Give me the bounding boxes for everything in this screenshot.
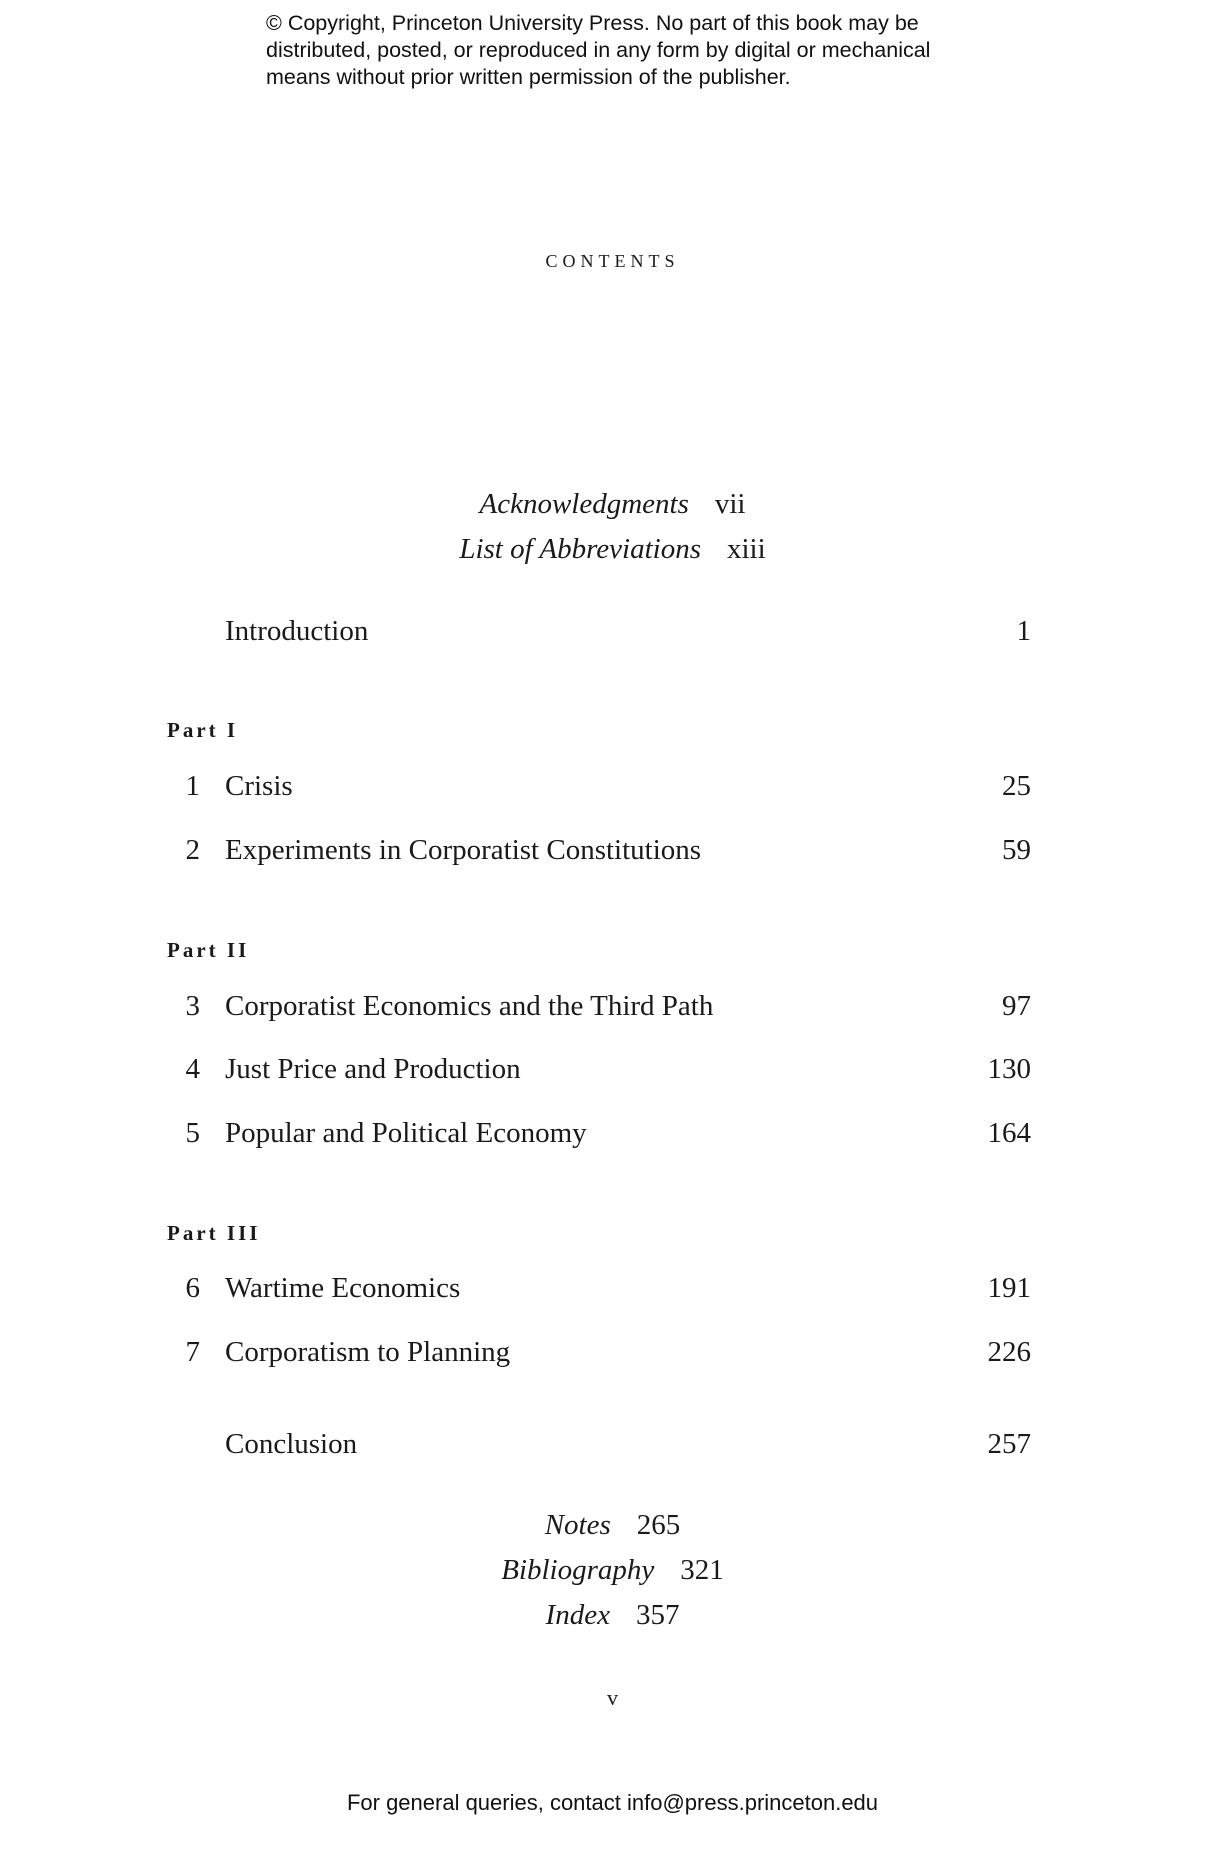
toc-entry-title: Popular and Political Economy	[225, 1117, 587, 1149]
toc-page-number: 191	[987, 1272, 1031, 1304]
toc-chapter-entry	[0, 1053, 1225, 1093]
toc-page-number: 226	[987, 1336, 1031, 1368]
toc-chapter-entry	[0, 990, 1225, 1030]
toc-chapter-entry	[0, 834, 1225, 874]
toc-entry-title: Corporatist Economics and the Third Path	[225, 990, 714, 1022]
copyright-notice	[266, 10, 1026, 91]
toc-entry-title: List of Abbreviations	[459, 533, 701, 565]
toc-back-matter-item	[0, 1599, 1225, 1632]
toc-entry-title: Bibliography	[501, 1554, 655, 1586]
toc-page-number: 164	[987, 1117, 1031, 1149]
toc-page-number: 97	[1002, 990, 1031, 1022]
toc-page-number: 1	[1016, 615, 1031, 647]
toc-entry-title: Experiments in Corporatist Constitutions	[225, 834, 702, 866]
copyright-line: © Copyright, Princeton University Press. No part of this book may be	[266, 11, 919, 35]
toc-entry-introduction	[0, 615, 1225, 655]
toc-part-heading: Part III	[167, 1221, 261, 1245]
toc-entry-title: Corporatism to Planning	[225, 1336, 511, 1368]
toc-back-matter-item	[0, 1509, 1225, 1542]
page-title: contents	[545, 246, 680, 273]
toc-chapter-entry	[0, 1272, 1225, 1312]
toc-entry-title: Introduction	[225, 615, 369, 647]
toc-chapter-entry	[0, 1117, 1225, 1157]
toc-entry-title: Index	[545, 1599, 610, 1631]
toc-chapter-number: 6	[185, 1272, 200, 1304]
toc-chapter-number: 4	[185, 1053, 200, 1085]
toc-chapter-number: 7	[185, 1336, 200, 1368]
toc-front-matter-item	[0, 488, 1225, 521]
toc-entry-title: Conclusion	[225, 1428, 358, 1460]
toc-entry-title: Acknowledgments	[479, 488, 689, 520]
toc-chapter-entry	[0, 1336, 1225, 1376]
toc-page-number: xiii	[727, 533, 766, 565]
toc-back-matter-item	[0, 1554, 1225, 1587]
toc-page-number: 257	[987, 1428, 1031, 1460]
copyright-line: means without prior written permission of the publisher.	[266, 65, 791, 89]
toc-chapter-number: 5	[185, 1117, 200, 1149]
toc-front-matter-item	[0, 533, 1225, 566]
toc-part-heading: Part II	[167, 938, 250, 962]
toc-chapter-number: 1	[185, 770, 200, 802]
toc-entry-conclusion	[0, 1428, 1225, 1468]
toc-page-number: 265	[636, 1509, 681, 1541]
toc-page-number: 357	[635, 1599, 680, 1631]
toc-page-number: 59	[1002, 834, 1031, 866]
page-number: v	[607, 1685, 618, 1710]
toc-entry-title: Crisis	[225, 770, 293, 802]
toc-entry-title: Wartime Economics	[225, 1272, 461, 1304]
footer-contact: For general queries, contact info@press.princeton.edu	[346, 1790, 879, 1815]
toc-page-number: 130	[987, 1053, 1031, 1085]
copyright-line: distributed, posted, or reproduced in any form by digital or mechanical	[266, 38, 931, 62]
toc-page-number: vii	[714, 488, 746, 520]
toc-chapter-number: 3	[185, 990, 200, 1022]
toc-page-number: 321	[680, 1554, 724, 1586]
toc-chapter-entry	[0, 770, 1225, 810]
toc-entry-title: Just Price and Production	[225, 1053, 521, 1085]
toc-entry-title: Notes	[544, 1509, 611, 1541]
toc-chapter-number: 2	[185, 834, 200, 866]
toc-page-number: 25	[1002, 770, 1031, 802]
toc-part-heading: Part I	[167, 718, 239, 742]
